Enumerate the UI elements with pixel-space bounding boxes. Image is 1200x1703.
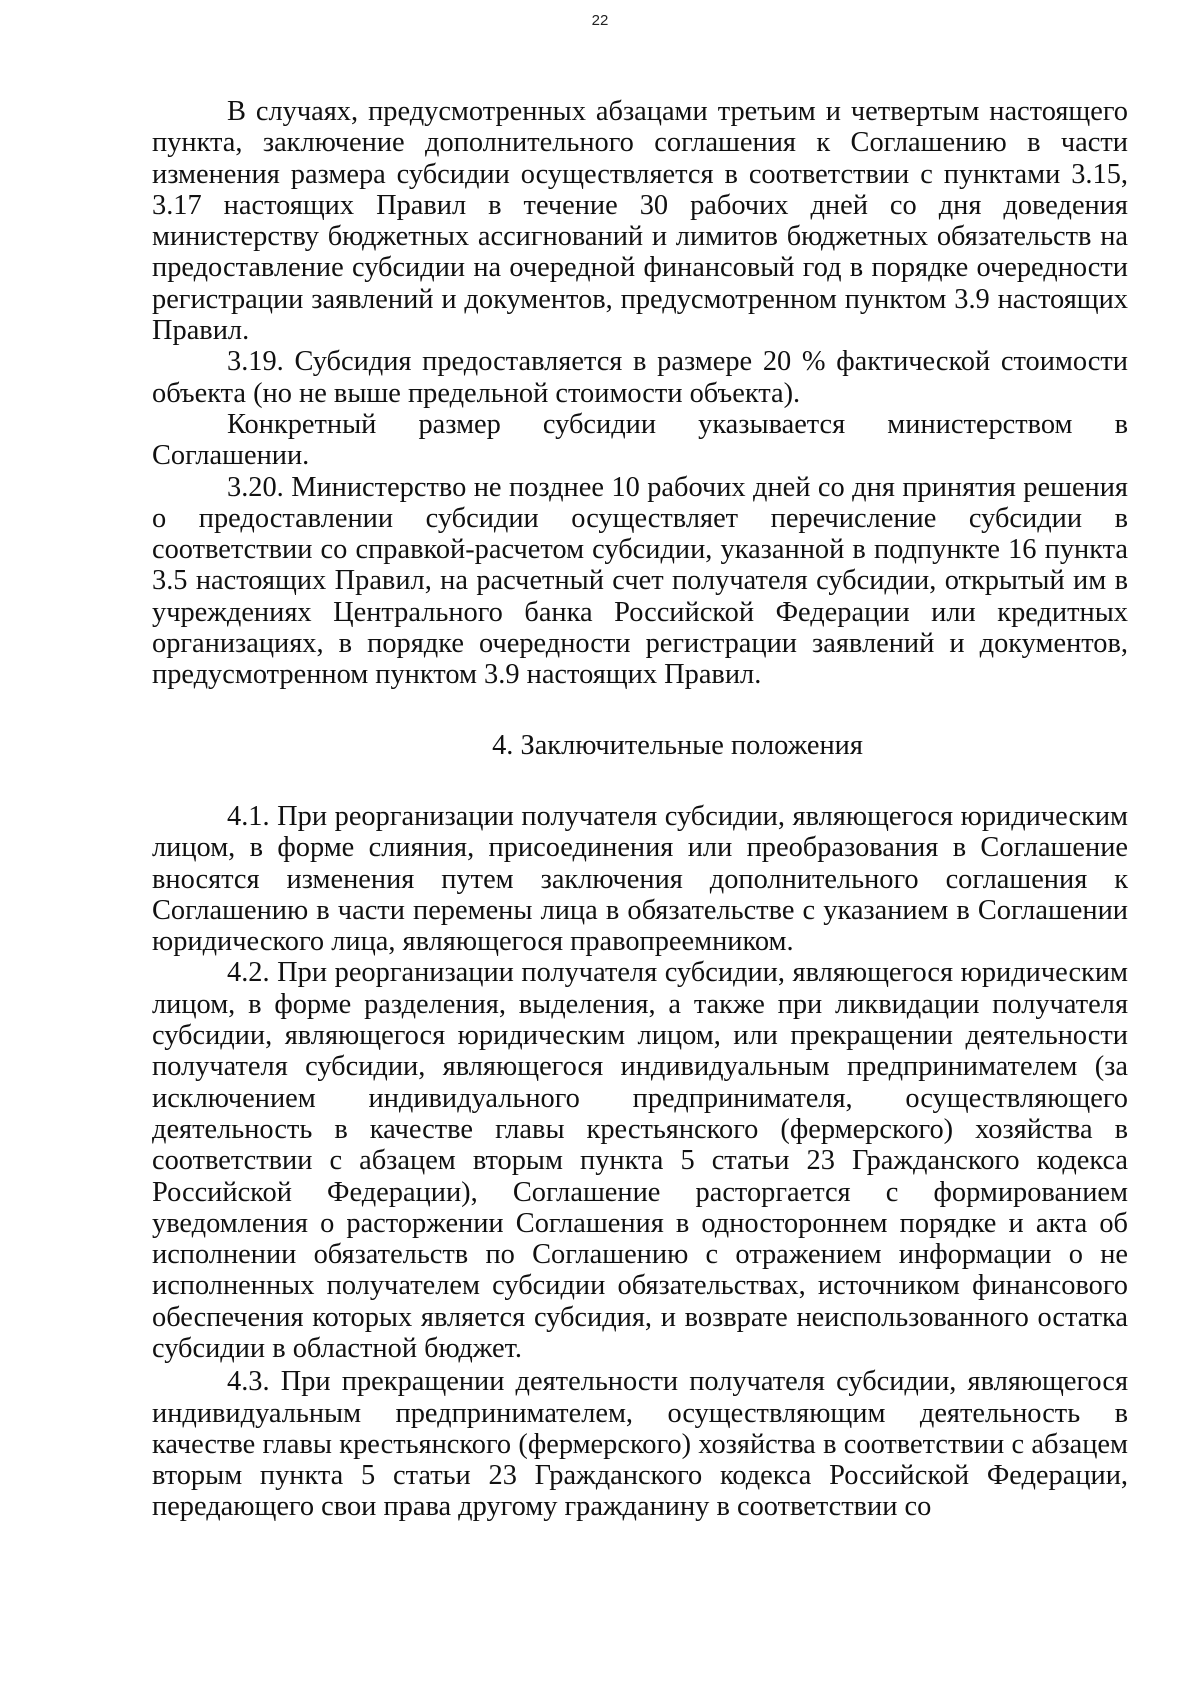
section-heading: 4. Заключительные положения — [492, 729, 863, 761]
paragraph-concrete-amount-tail: Соглашении. — [152, 440, 310, 472]
page-number: 22 — [591, 12, 609, 29]
paragraph-concrete-amount: Конкретный размер субсидии указывается министерством в — [227, 408, 1128, 440]
paragraph-4-1: 4.1. При реорганизации получателя субсидии, являющегося юридическим лицом, в форме слияния, присоединения или преобразования в Соглашение вносятся изменения путем заключения дополнительного соглашения к Соглашению в части перемены лица в обязательстве с указанием в Соглашении юридического лица, являющегося правопреемником. — [152, 800, 1128, 958]
paragraph-4-2: 4.2. При реорганизации получателя субсидии, являющегося юридическим лицом, в форме разделения, выделения, а также при ликвидации получателя субсидии, являющегося юридическим лицом, или прекращении деятельности получателя субсидии, являющегося индивидуальным предпринимателем (за исключением индивидуального предпринимателя, осуществляющего деятельность в качестве главы крестьянского (фермерского) хозяйства в соответствии с абзацем вторым пункта 5 статьи 23 Гражданского кодекса Российской Федерации), Соглашение расторгается с формированием уведомления о расторжении Соглашения в одностороннем порядке и акта об исполнении обязательств по Соглашению с отражением информации о не исполненных получателем субсидии обязательствах, источником финансового обеспечения которых является субсидия, и возврате неиспользованного остатка субсидии в областной бюджет. — [152, 957, 1128, 1364]
paragraph-4-3: 4.3. При прекращении деятельности получателя субсидии, являющегося индивидуальным предпринимателем, осуществляющим деятельность в качестве главы крестьянского (фермерского) хозяйства в соответствии с абзацем вторым пункта 5 статьи 23 Гражданского кодекса Российской Федерации, передающего свои права другому гражданину в соответствии со — [152, 1366, 1128, 1523]
paragraph-3-19: 3.19. Субсидия предоставляется в размере 20 % фактической стоимости объекта (но не выше предельной стоимости объекта). — [152, 346, 1128, 409]
paragraph-3-20: 3.20. Министерство не позднее 10 рабочих дней со дня принятия решения о предоставлении субсидии осуществляет перечисление субсидии в соответствии со справкой-расчетом субсидии, указанной в подпункте 16 пункта 3.5 настоящих Правил, на расчетный счет получателя субсидии, открытый им в учреждениях Центрального банка Российской Федерации или кредитных организациях, в порядке очередности регистрации заявлений и документов, предусмотренном пунктом 3.9 настоящих Правил. — [152, 471, 1128, 691]
paragraph-cases-amendment: В случаях, предусмотренных абзацами третьим и четвертым настоящего пункта, заключение дополнительного соглашения к Соглашению в части изменения размера субсидии осуществляется в соответствии с пунктами 3.15, 3.17 настоящих Правил в течение 30 рабочих дней со дня доведения министерству бюджетных ассигнований и лимитов бюджетных обязательств на предоставление субсидии на очередной финансовый год в порядке очередности регистрации заявлений и документов, предусмотренном пунктом 3.9 настоящих Правил. — [152, 96, 1128, 347]
document-body — [152, 96, 1128, 1523]
